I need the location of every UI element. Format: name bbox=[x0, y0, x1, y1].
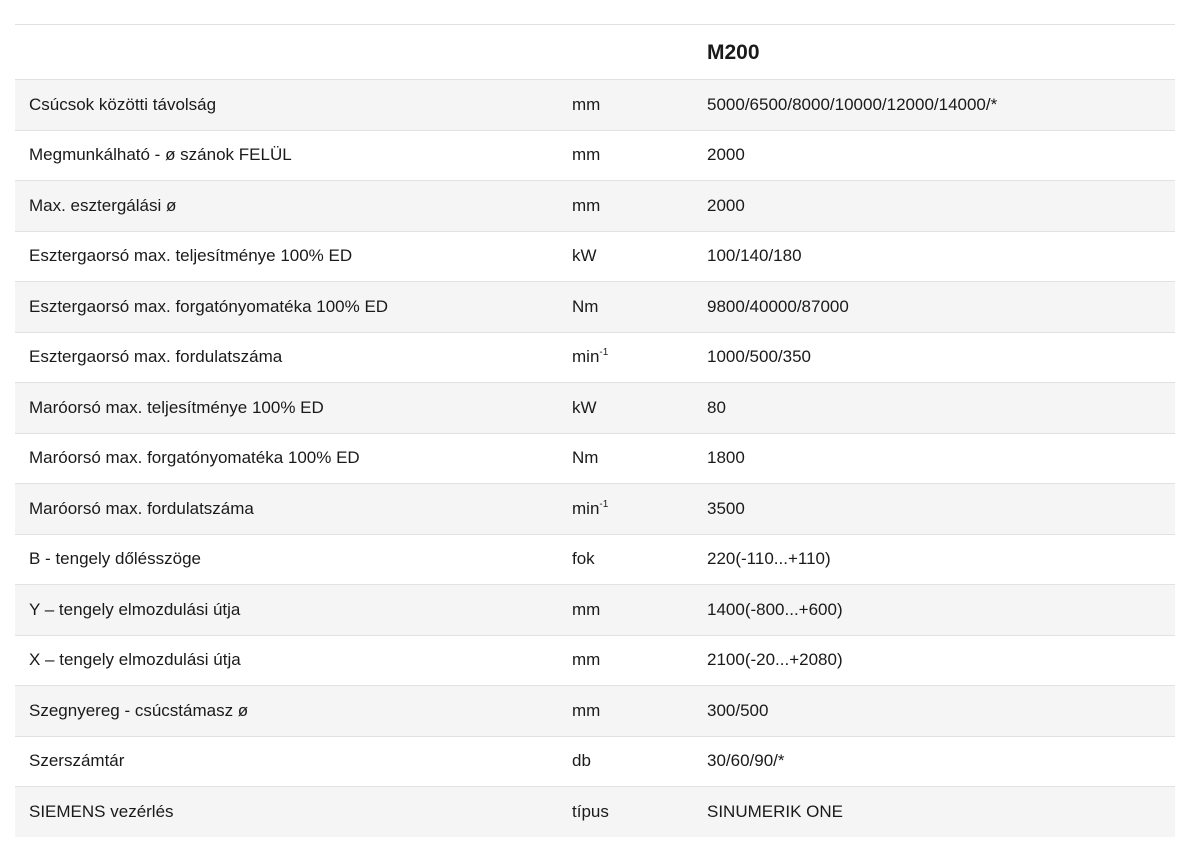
spec-unit: mm bbox=[572, 650, 601, 670]
spec-value: 3500 bbox=[693, 484, 1175, 535]
spec-value: SINUMERIK ONE bbox=[693, 787, 1175, 838]
spec-unit-cell bbox=[558, 130, 693, 181]
spec-label: Esztergaorsó max. teljesítménye 100% ED bbox=[15, 231, 558, 282]
table-row bbox=[15, 686, 1175, 737]
spec-unit-cell bbox=[558, 585, 693, 636]
spec-unit: kW bbox=[572, 246, 597, 266]
table-header-row bbox=[15, 25, 1175, 80]
spec-label: Max. esztergálási ø bbox=[15, 181, 558, 232]
spec-label: Y – tengely elmozdulási útja bbox=[15, 585, 558, 636]
table-row bbox=[15, 534, 1175, 585]
spec-label: X – tengely elmozdulási útja bbox=[15, 635, 558, 686]
spec-unit: min bbox=[572, 347, 600, 367]
spec-unit: db bbox=[572, 751, 591, 771]
spec-label: Csúcsok közötti távolság bbox=[15, 80, 558, 131]
spec-unit-cell bbox=[558, 383, 693, 434]
spec-unit-cell bbox=[558, 80, 693, 131]
spec-unit-cell bbox=[558, 686, 693, 737]
header-label-cell bbox=[15, 25, 558, 80]
spec-unit: mm bbox=[572, 195, 601, 215]
table-row bbox=[15, 130, 1175, 181]
table-row bbox=[15, 383, 1175, 434]
spec-unit-cell bbox=[558, 332, 693, 383]
header-unit-cell bbox=[558, 25, 693, 80]
spec-value: 1400(-800...+600) bbox=[693, 585, 1175, 636]
spec-label: Szerszámtár bbox=[15, 736, 558, 787]
spec-unit: mm bbox=[572, 599, 601, 619]
spec-label: SIEMENS vezérlés bbox=[15, 787, 558, 838]
spec-label: Esztergaorsó max. forgatónyomatéka 100% ED bbox=[15, 282, 558, 333]
spec-label: Esztergaorsó max. fordulatszáma bbox=[15, 332, 558, 383]
spec-unit-cell bbox=[558, 484, 693, 535]
spec-unit-cell bbox=[558, 181, 693, 232]
table-row bbox=[15, 736, 1175, 787]
spec-table bbox=[15, 24, 1175, 837]
table-row bbox=[15, 332, 1175, 383]
spec-unit: Nm bbox=[572, 296, 599, 316]
spec-unit-cell bbox=[558, 787, 693, 838]
spec-unit-exponent: -1 bbox=[599, 498, 609, 510]
table-row bbox=[15, 433, 1175, 484]
spec-value: 220(-110...+110) bbox=[693, 534, 1175, 585]
spec-label: Megmunkálható - ø szánok FELÜL bbox=[15, 130, 558, 181]
table-row bbox=[15, 181, 1175, 232]
table-row bbox=[15, 484, 1175, 535]
spec-unit-cell bbox=[558, 282, 693, 333]
spec-value: 2100(-20...+2080) bbox=[693, 635, 1175, 686]
spec-unit-cell bbox=[558, 433, 693, 484]
spec-value: 300/500 bbox=[693, 686, 1175, 737]
spec-label: Maróorsó max. forgatónyomatéka 100% ED bbox=[15, 433, 558, 484]
spec-unit: kW bbox=[572, 397, 597, 417]
table-row bbox=[15, 80, 1175, 131]
model-name: M200 bbox=[693, 25, 1175, 80]
spec-label: Maróorsó max. fordulatszáma bbox=[15, 484, 558, 535]
spec-value: 2000 bbox=[693, 181, 1175, 232]
table-row bbox=[15, 635, 1175, 686]
spec-unit-cell bbox=[558, 231, 693, 282]
spec-value: 1800 bbox=[693, 433, 1175, 484]
spec-unit-cell bbox=[558, 635, 693, 686]
spec-unit: típus bbox=[572, 802, 609, 821]
spec-value: 2000 bbox=[693, 130, 1175, 181]
spec-unit: mm bbox=[572, 94, 601, 114]
spec-unit-exponent: -1 bbox=[599, 347, 609, 359]
spec-value: 100/140/180 bbox=[693, 231, 1175, 282]
spec-label: Szegnyereg - csúcstámasz ø bbox=[15, 686, 558, 737]
spec-unit-cell bbox=[558, 736, 693, 787]
spec-unit: Nm bbox=[572, 448, 599, 468]
spec-value: 30/60/90/* bbox=[693, 736, 1175, 787]
spec-value: 5000/6500/8000/10000/12000/14000/* bbox=[693, 80, 1175, 131]
spec-table-body bbox=[15, 80, 1175, 838]
spec-value: 1000/500/350 bbox=[693, 332, 1175, 383]
spec-unit: fok bbox=[572, 549, 595, 569]
table-row bbox=[15, 282, 1175, 333]
table-row bbox=[15, 787, 1175, 838]
spec-label: Maróorsó max. teljesítménye 100% ED bbox=[15, 383, 558, 434]
table-row bbox=[15, 585, 1175, 636]
spec-unit: mm bbox=[572, 145, 601, 165]
table-row bbox=[15, 231, 1175, 282]
spec-value: 80 bbox=[693, 383, 1175, 434]
spec-unit: mm bbox=[572, 700, 601, 720]
spec-unit: min bbox=[572, 498, 600, 518]
spec-unit-cell bbox=[558, 534, 693, 585]
spec-label: B - tengely dőlésszöge bbox=[15, 534, 558, 585]
spec-value: 9800/40000/87000 bbox=[693, 282, 1175, 333]
